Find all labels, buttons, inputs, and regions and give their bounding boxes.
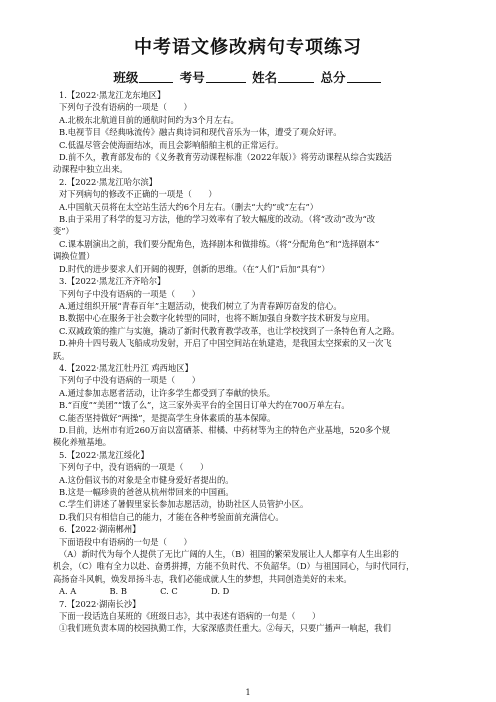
text-line: A.北极东北航道目前的通航时间约为3个月左右。 — [59, 114, 239, 125]
text-line: B.由于采用了科学的复习方法，他的学习效率有了较大幅度的改动。（将“改动”改为“改 — [59, 214, 376, 225]
text-line: 5.【2022·黑龙江绥化】 — [59, 449, 149, 460]
text-line: A.这份倡议书的对象是全市健身爱好者提出的。 — [59, 474, 234, 485]
name-blank — [278, 70, 314, 83]
question-content — [53, 89, 451, 635]
text-line: B.这是一幅珍贵的爸爸从杭州带回来的中国画。 — [59, 487, 234, 497]
total-score-blank — [347, 70, 381, 83]
text-line: C.能否坚持做好“两操”，是提高学生身体素质的基本保障。 — [59, 412, 276, 423]
text-line: 下列句子没有语病的一项是（ ） — [59, 102, 192, 113]
text-line: 动课程中独立出来。 — [53, 164, 128, 175]
text-line: 4.【2022·黑龙江牡丹江 鸡西地区】 — [59, 362, 193, 373]
student-info-fields — [0, 70, 496, 86]
field-label-exam-number: 考号 — [179, 70, 205, 85]
page-number: 1 — [245, 688, 251, 697]
text-line: 1.【2022·黑龙江龙东地区】 — [59, 90, 166, 100]
text-line: D.目前，达州市有近260万亩以富硒茶、柑橘、中药材等为主的特色产业基地，520多个规 — [59, 424, 391, 435]
text-line: D.我们只有相信自己的能力，才能在各种考验面前充满信心。 — [59, 511, 284, 522]
text-line: C.低温尽管会使海面结冰，而且会影响船舶主机的正常运行。 — [59, 139, 284, 150]
text-line: 2.【2022·黑龙江哈尔滨】 — [59, 176, 158, 187]
total-score-field — [321, 70, 383, 86]
exam-number-field — [180, 70, 248, 86]
text-line: 6.【2022·湖南郴州】 — [59, 524, 141, 535]
text-line: 7.【2022·湖南长沙】 — [59, 598, 141, 609]
text-line: 高扬奋斗风帆，焕发昂扬斗志，我们必能成就人生的梦想，共同创造美好的未来。 — [53, 573, 352, 584]
text-line: 跃。 — [53, 350, 70, 361]
text-line: 模化养殖基地。 — [53, 437, 112, 448]
text-line: 下列句子中没有语病的一项是（ ） — [59, 288, 201, 299]
text-line: 变”） — [53, 226, 74, 237]
text-line: D.前不久，教育部发布的《义务教育劳动课程标准（2022年版）》将劳动课程从综合实践活 — [59, 152, 392, 163]
text-line: A. A B. B C. C D. D — [59, 586, 230, 597]
text-line: C.学生们讲述了暑假里家长参加志愿活动，协助社区人员管护小区。 — [59, 499, 309, 510]
text-line: C.课本剧演出之前，我们要分配角色，选择剧本和做排练。（将“分配角色”和“选择剧本” — [59, 238, 380, 249]
text-line: 下列句子中，没有语病的一项是（ ） — [59, 462, 209, 473]
name-field — [252, 70, 316, 86]
field-label-class: 班级 — [113, 70, 139, 85]
text-line: 3.【2022·黑龙江齐齐哈尔】 — [59, 276, 166, 287]
text-line: ①我们班负责本周的校园执勤工作，大家深感责任重大。②每天，只要广播声一响起，我们 — [59, 623, 391, 634]
field-label-total-score: 总分 — [320, 70, 346, 85]
text-line: 对下列病句的修改不正确的一项是（ ） — [59, 189, 217, 200]
text-line: 下面语段中有语病的一句是（ ） — [59, 536, 192, 547]
text-line: （A）新时代为每个人提供了无比广阔的人生，（B）祖国的繁荣发展让人人都享有人生出彩的 — [59, 549, 399, 560]
text-line: B.“百度”“美团”“饿了么”，这三家外卖平台的全国日订单大约在700万单左右。 — [59, 400, 350, 411]
text-line: B.数据中心在服务于社会数字化转型的同时，也将不断加强自身数字技术研发与应用。 — [59, 313, 375, 324]
text-line: 下列句子中没有语病的一项是（ ） — [59, 375, 201, 386]
field-label-name: 姓名 — [252, 70, 278, 85]
text-line: A.中国航天员将在太空站生活大约6个月左右。（删去“大约”或“左右”） — [59, 201, 319, 212]
exam-number-blank — [206, 70, 246, 83]
text-line: D.神舟十四号载人飞船成功发射，开启了中国空间站在轨建造，是我国太空探索的又一次飞 — [59, 338, 392, 349]
text-line: A.通过组织开展“青春百年”主题活动，使我们树立了为青春踔厉奋发的信心。 — [59, 300, 342, 311]
page-title: 中考语文修改病句专项练习 — [134, 37, 362, 58]
text-line: A.通过参加志愿者活动，让许多学生都受到了奉献的快乐。 — [59, 387, 276, 398]
class-blank — [139, 70, 173, 83]
text-line: C.双减政策的推广与实施，撬动了新时代教育教学改革，也让学校找到了一条特色育人之路。 — [59, 325, 400, 336]
class-field — [113, 70, 175, 86]
text-line: 调换位置） — [53, 251, 95, 262]
text-line: 机会，（C）唯有全力以赴、奋勇拼搏，方能不负时代、不负韶华。（D）与祖国同心，与时代同行， — [53, 561, 415, 572]
text-line: B.电视节目《经典咏流传》融古典诗词和现代音乐为一体，遭受了观众好评。 — [59, 127, 342, 138]
text-line: 下面一段话选自某班的《班级日志》，其中表述有语病的一句是（ ） — [59, 611, 321, 622]
text-line: D.时代的进步要求人们开阔的视野，创新的思维。（在“人们”后加“具有”） — [59, 263, 330, 274]
